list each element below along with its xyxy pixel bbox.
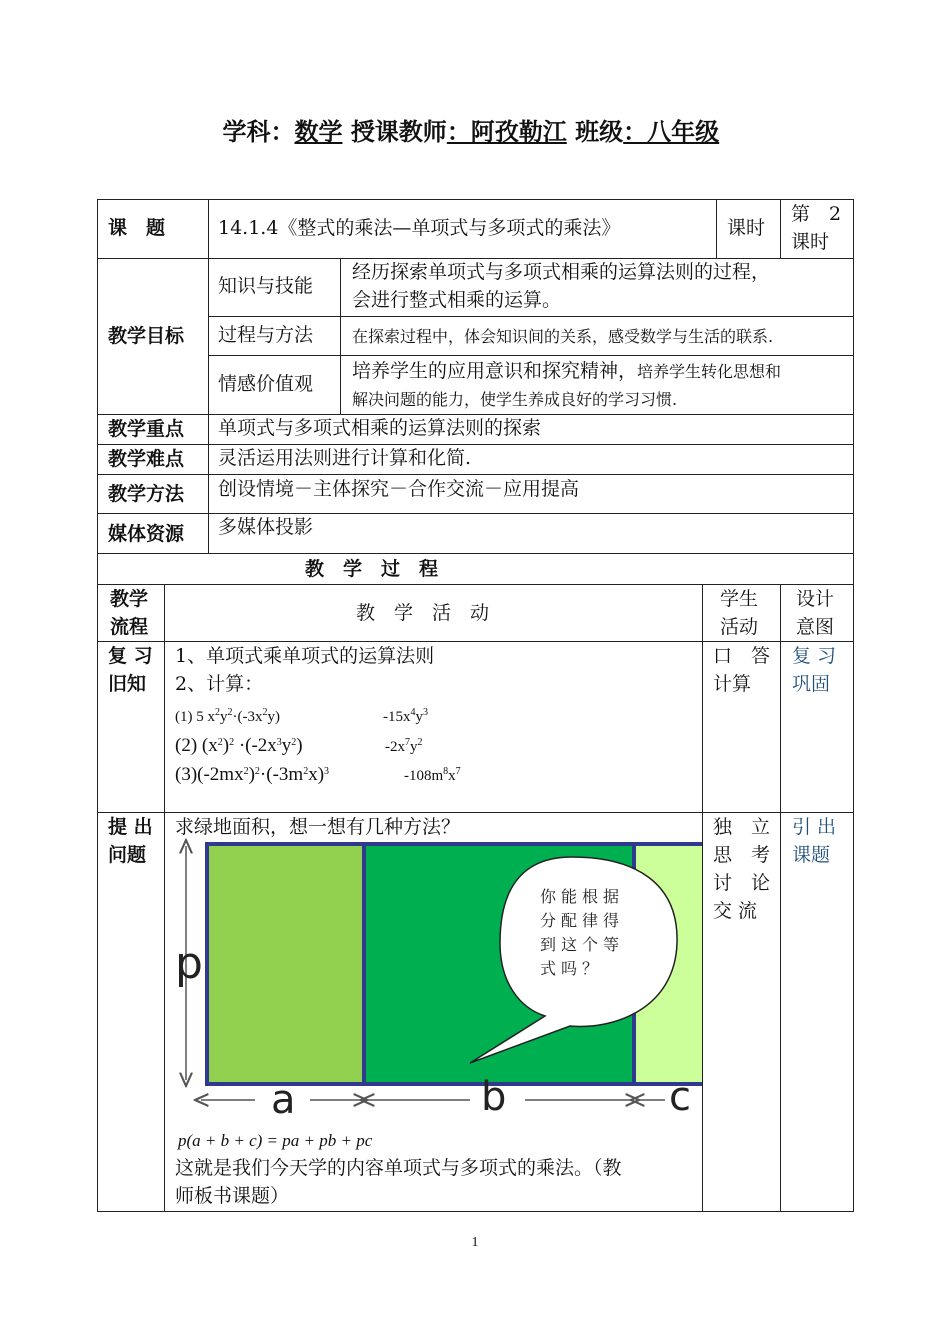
bubble-text: 你能根据 分配律得 到这个等 式吗？	[540, 887, 625, 978]
problem-student-3: 讨 论	[713, 872, 771, 894]
col-student-b: 活动	[720, 616, 759, 638]
goal-knowledge-a: 经历探索单项式与多项式相乘的运算法则的过程，	[352, 261, 771, 283]
media-value: 多媒体投影	[218, 516, 314, 538]
review-intent-a: 复 习	[792, 645, 837, 667]
col-intent-a: 设计	[796, 588, 835, 610]
label-p: p	[175, 938, 203, 989]
difficulty-label: 教学难点	[108, 448, 185, 470]
hours-label: 课时	[727, 217, 766, 239]
hours-value-2: 课时	[791, 231, 830, 253]
problem-flow-a: 提 出	[108, 816, 153, 838]
goal-process-label: 过程与方法	[218, 324, 314, 346]
problem-student-1: 独 立	[713, 816, 771, 838]
goal-process-text: 在探索过程中，体会知识间的关系，感受数学与生活的联系.	[352, 327, 774, 346]
review-flow-b: 旧知	[108, 673, 147, 695]
col-flow-b: 流程	[110, 616, 149, 638]
review-student-a: 口 答	[713, 645, 771, 667]
difficulty-value: 灵活运用法则进行计算和化简.	[218, 447, 472, 469]
area-diagram	[165, 838, 702, 1123]
process-title: 教 学 过 程	[305, 558, 439, 580]
col-intent-b: 意图	[796, 616, 835, 638]
topic-label: 课 题	[108, 217, 166, 239]
goal-emotion-b: 解决问题的能力，使学生养成良好的学习习惯.	[352, 390, 678, 409]
page-number: 1	[471, 1235, 479, 1250]
page-title: 学科：数学 授课教师：阿孜勒江 班级：八年级	[222, 118, 720, 146]
exercise-1: (1) 5 $x^2y^2\cdot(-3x^2y)$	[175, 707, 280, 725]
review-student-b: 计算	[713, 673, 752, 695]
exercise-3-answer: $-108m^8x^7$	[404, 766, 461, 784]
review-line2: 2、计算：	[175, 673, 264, 695]
problem-student-4: 交 流	[713, 900, 758, 922]
problem-question: 求绿地面积，想一想有几种方法？	[175, 816, 461, 838]
goal-emotion-label: 情感价值观	[218, 373, 314, 395]
method-label: 教学方法	[108, 483, 185, 505]
review-line1: 1、单项式乘单项式的运算法则	[175, 645, 435, 667]
hours-value-1: 第 2	[791, 203, 842, 225]
media-label: 媒体资源	[108, 523, 185, 545]
problem-flow-b: 问题	[108, 844, 147, 866]
problem-intent-b: 课题	[792, 844, 831, 866]
exercise-3: $(3)(-2mx^2)^2\cdot(-3m^2x)^3$	[175, 764, 330, 785]
exercise-1-answer: $-15x^4y^3$	[383, 707, 428, 725]
conclusion-b: 师板书课题）	[175, 1185, 290, 1207]
label-c: c	[669, 1074, 691, 1120]
method-value: 创设情境－主体探究－合作交流－应用提高	[218, 478, 580, 500]
goal-knowledge-b: 会进行整式相乘的运算。	[352, 289, 562, 311]
rect-a	[207, 844, 364, 1084]
goals-label: 教学目标	[108, 325, 185, 347]
col-student-a: 学生	[720, 588, 759, 610]
key-value: 单项式与多项式相乘的运算法则的探索	[218, 417, 542, 439]
exercise-2: (2) $(x^2)^2 \cdot(-2x^3y^2)$	[175, 735, 303, 756]
label-b: b	[481, 1074, 507, 1120]
problem-student-2: 思 考	[713, 844, 771, 866]
label-a: a	[271, 1077, 296, 1123]
review-intent-b: 巩固	[792, 673, 831, 695]
topic-value: 14.1.4《整式的乘法—单项式与多项式的乘法》	[218, 217, 621, 239]
goal-knowledge-label: 知识与技能	[218, 275, 314, 297]
goal-emotion-a: 培养学生的应用意识和探究精神，培养学生转化思想和	[352, 360, 782, 382]
review-flow-a: 复 习	[108, 645, 153, 667]
conclusion-a: 这就是我们今天学的内容单项式与多项式的乘法。（教	[175, 1157, 622, 1179]
problem-intent-a: 引 出	[792, 816, 837, 838]
exercise-2-answer: $-2x^7y^2$	[385, 737, 423, 755]
col-activity: 教 学 活 动	[356, 602, 490, 624]
key-label: 教学重点	[108, 418, 185, 440]
distributive-formula: p(a + b + c) = pa + pb + pc	[178, 1131, 373, 1150]
col-flow-a: 教学	[110, 588, 149, 610]
